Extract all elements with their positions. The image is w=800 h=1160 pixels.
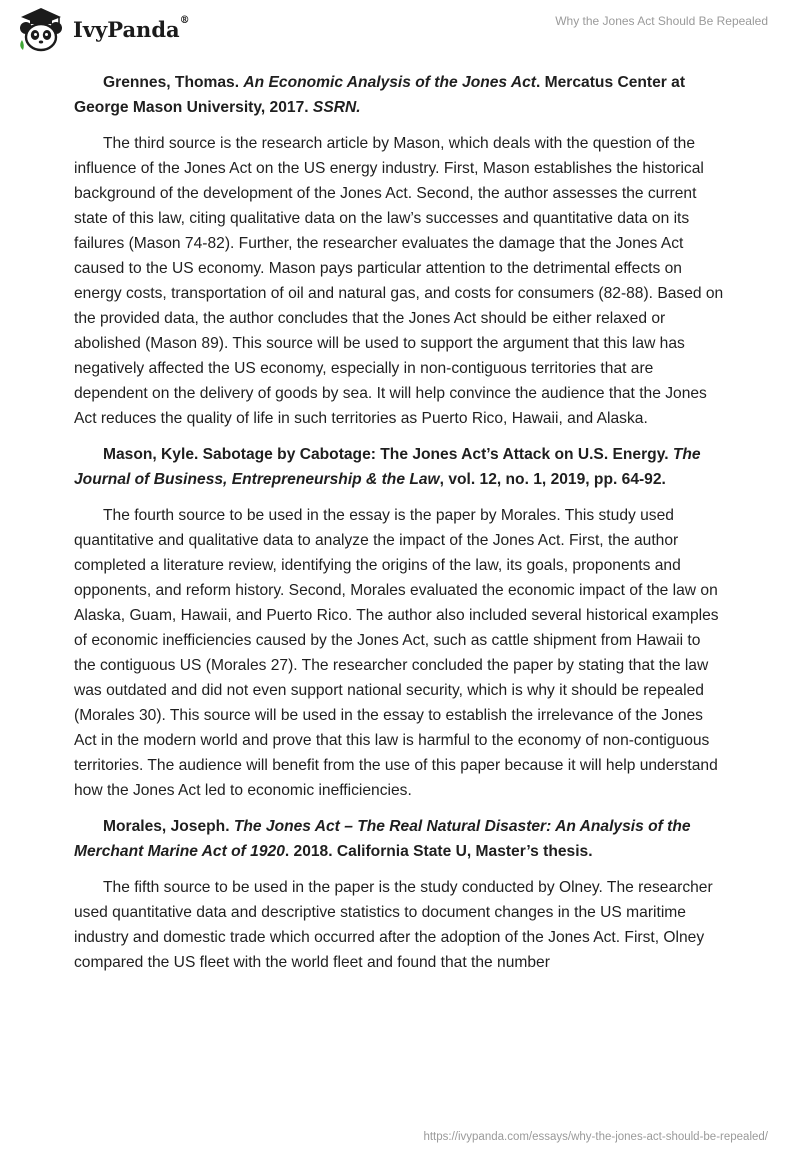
- reference-grennes: Grennes, Thomas. An Economic Analysis of the Jones Act. Mercatus Center at George Mason University, 2017. SSRN.: [74, 74, 686, 116]
- reference-morales: Morales, Joseph. The Jones Act – The Real Natural Disaster: An Analysis of the Merchant Marine Act of 1920. 2018. California State U, Master’s thesis.: [74, 818, 691, 860]
- brand-name: IvyPanda®: [73, 14, 190, 42]
- reference-mason: Mason, Kyle. Sabotage by Cabotage: The Jones Act’s Attack on U.S. Energy. The Journal of Business, Entrepreneurship & the Law, vol. 12, no. 1, 2019, pp. 64-92.: [74, 446, 701, 488]
- reference-journal: The Journal of Business, Entrepreneurship & the Law: [74, 446, 701, 488]
- page-header: [0, 0, 800, 60]
- reference-title: The Jones Act – The Real Natural Disaster: An Analysis of the Merchant Marine Act of 1920: [74, 818, 691, 860]
- paragraph-mason-summary: The third source is the research article by Mason, which deals with the question of the influence of the Jones Act on the US energy industry. First, Mason establishes the historical background of the development of the Jones Act. Second, the author assesses the current state of this law, citing qualitative data on the law’s successes and quantitative data on its failures (Mason 74-82). Further, the researcher evaluates the damage that the Jones Act caused to the US economy. Mason pays particular attention to the detrimental effects on energy costs, transportation of oil and natural gas, and costs for consumers (82-88). Based on the provided data, the author concludes that the Jones Act should be either relaxed or abolished (Mason 89). This source will be used to support the argument that this law has negatively affected the US economy, especially in non-contiguous territories that are dependent on the delivery of goods by sea. It will help convince the audience that the Jones Act reduces the quality of life in such territories as Puerto Rico, Hawaii, and Alaska.: [74, 135, 724, 427]
- ivypanda-logo[interactable]: [15, 6, 190, 52]
- reference-title: An Economic Analysis of the Jones Act: [243, 74, 536, 91]
- document-title: Why the Jones Act Should Be Repealed: [555, 14, 768, 28]
- registered-mark: ®: [179, 14, 190, 26]
- source-url-link[interactable]: https://ivypanda.com/essays/why-the-jones-act-should-be-repealed/: [423, 1131, 768, 1143]
- paragraph-olney-summary: The fifth source to be used in the paper is the study conducted by Olney. The researcher used quantitative data and descriptive statistics to document changes in the US maritime industry and domestic trade which occurred after the adoption of the Jones Act. First, Olney compared the US fleet with the world fleet and found that the number: [74, 879, 713, 971]
- paragraph-morales-summary: The fourth source to be used in the essay is the paper by Morales. This study used quantitative and qualitative data to analyze the impact of the Jones Act. First, the author completed a literature review, identifying the origins of the law, its goals, proponents and opponents, and reform history. Second, Morales evaluated the economic impact of the law on Alaska, Guam, Hawaii, and Puerto Rico. The author also included several historical examples of economic inefficiencies caused by the Jones Act, such as cattle shipment from Hawaii to the contiguous US (Morales 27). The researcher concluded the paper by stating that the law was outdated and did not even support national security, which is why it should be repealed (Morales 30). This source will be used in the essay to establish the irrelevance of the Jones Act in the modern world and prove that this law is harmful to the economy of non-contiguous territories. The audience will benefit from the use of this paper because it will help understand how the Jones Act led to economic inefficiencies.: [74, 507, 719, 799]
- panda-graduate-icon: [15, 6, 67, 52]
- essay-body: [74, 70, 724, 986]
- reference-database: SSRN.: [312, 99, 361, 116]
